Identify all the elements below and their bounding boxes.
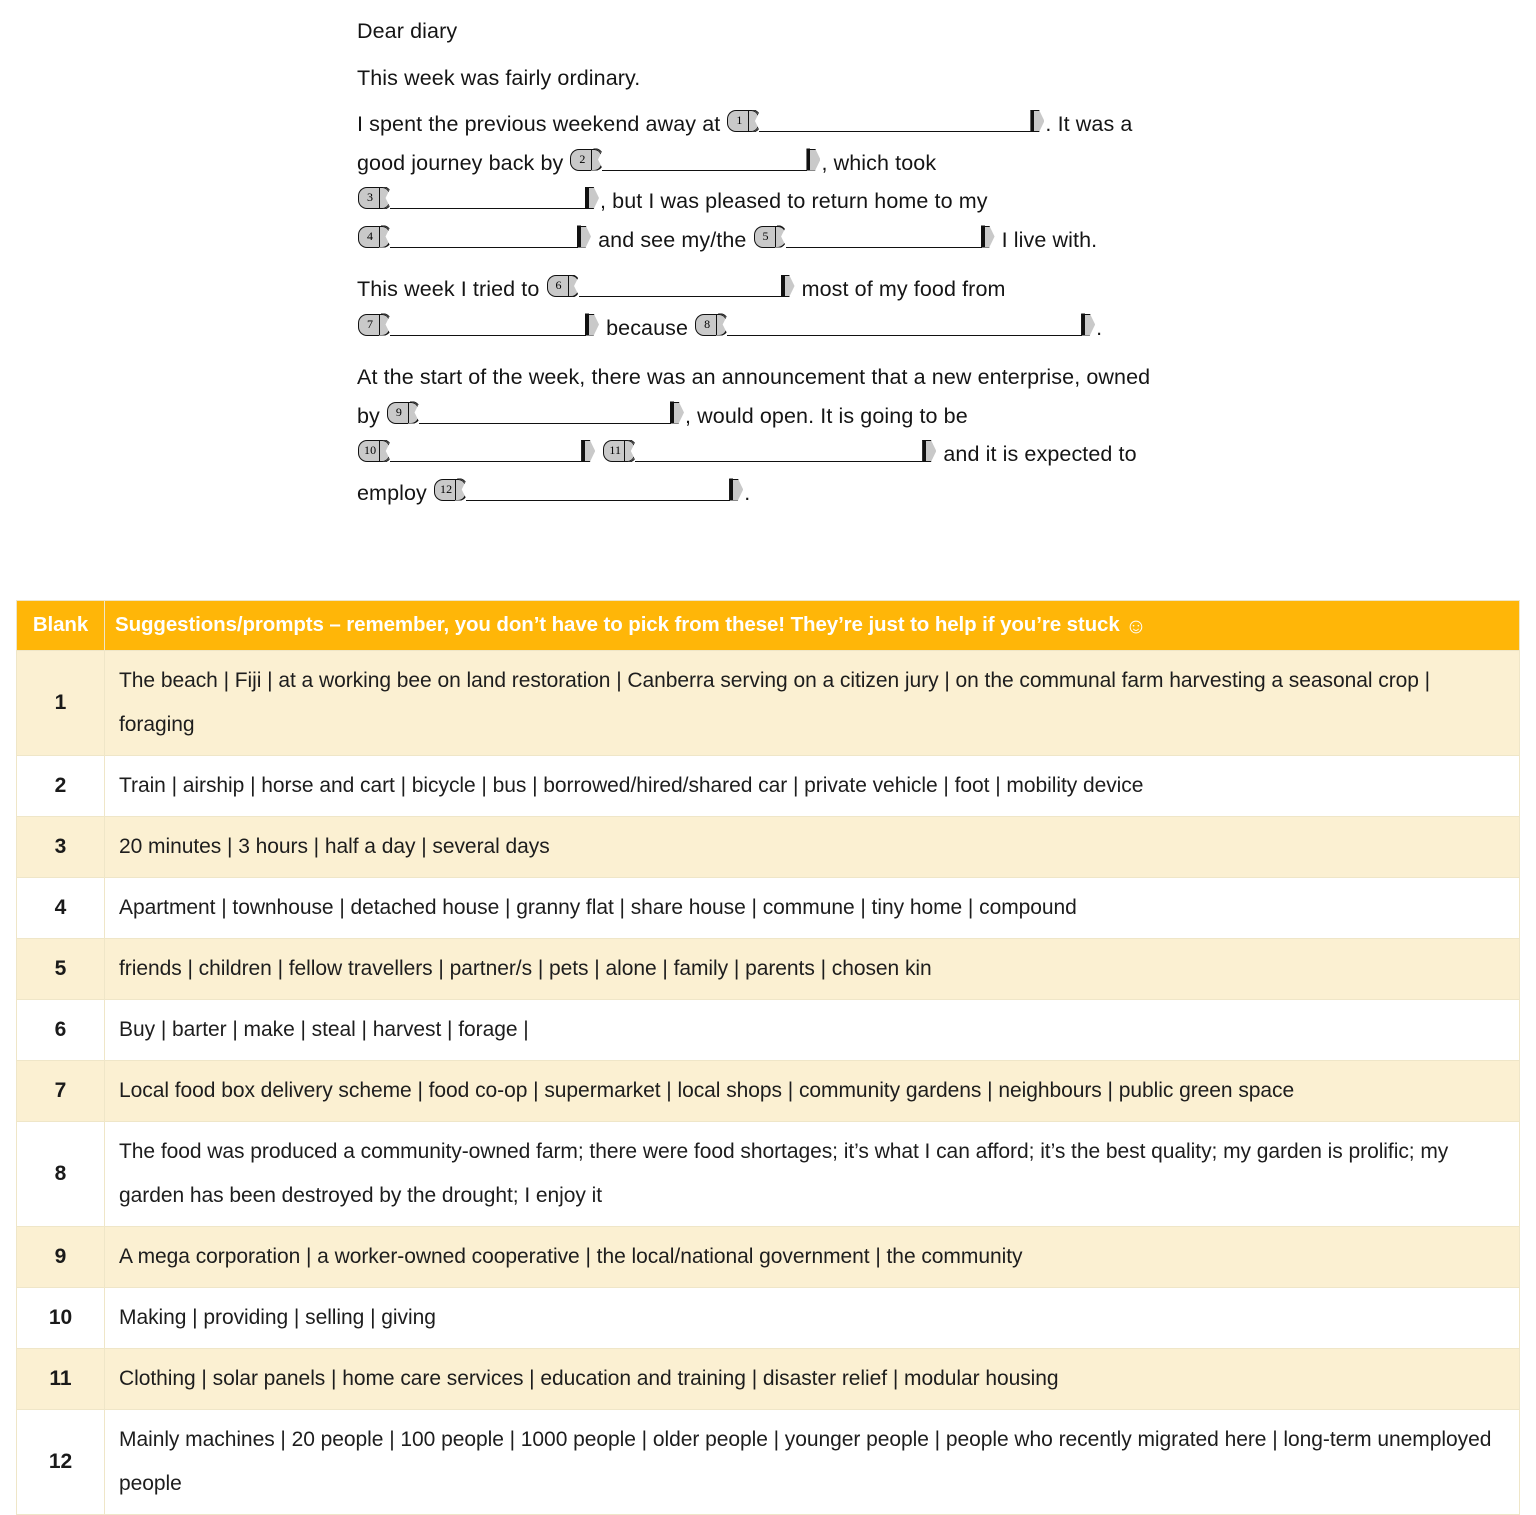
blank-number-6: 6 (547, 275, 568, 297)
row-blank-number: 1 (17, 651, 105, 756)
blank-number-11: 11 (603, 440, 624, 462)
row-blank-number: 4 (17, 878, 105, 939)
blank-line[interactable] (579, 275, 782, 297)
blank-line[interactable] (727, 314, 1082, 336)
p2-text-3: because (600, 315, 695, 340)
blank-number-4: 4 (358, 226, 379, 248)
blank-line[interactable] (390, 187, 586, 209)
blank-field-2[interactable] (570, 149, 820, 175)
blank-number-5: 5 (754, 226, 775, 248)
column-header-blank: Blank (17, 601, 105, 651)
p1-text-5: and see my/the (592, 227, 753, 252)
row-suggestions: The beach | Fiji | at a working bee on land restoration | Canberra serving on a citizen jury | on the communal farm harvesting a seasonal crop | foraging (105, 651, 1520, 756)
row-blank-number: 7 (17, 1061, 105, 1122)
blank-number-3: 3 (358, 187, 379, 209)
diary-paragraph-1 (357, 105, 1177, 259)
blank-right-bracket-icon (1030, 110, 1044, 132)
row-suggestions: A mega corporation | a worker-owned cooperative | the local/national government | the community (105, 1227, 1520, 1288)
blank-number-7: 7 (358, 314, 379, 336)
table-row (17, 817, 1520, 878)
p1-text-6: I live with. (995, 227, 1098, 252)
blank-field-12[interactable] (434, 479, 743, 505)
row-suggestions: Local food box delivery scheme | food co-op | supermarket | local shops | community gardens | neighbours | public green space (105, 1061, 1520, 1122)
p3-text-4: and it is expected to employ (357, 442, 1137, 505)
table-row (17, 1061, 1520, 1122)
blank-field-3[interactable] (358, 187, 599, 213)
table-body (17, 651, 1520, 1515)
diary-entry (357, 12, 1177, 523)
row-blank-number: 8 (17, 1122, 105, 1227)
blank-right-bracket-icon (781, 275, 795, 297)
blank-number-12: 12 (434, 479, 455, 501)
table-row (17, 1227, 1520, 1288)
blank-field-1[interactable] (727, 110, 1044, 136)
row-suggestions: Making | providing | selling | giving (105, 1288, 1520, 1349)
row-blank-number: 11 (17, 1349, 105, 1410)
blank-number-10: 10 (358, 440, 379, 462)
diary-intro-line: This week was fairly ordinary. (357, 65, 641, 90)
suggestions-table-wrapper (16, 600, 1520, 1515)
blank-field-10[interactable] (358, 440, 595, 466)
row-suggestions: Buy | barter | make | steal | harvest | forage | (105, 1000, 1520, 1061)
table-row (17, 1288, 1520, 1349)
blank-field-9[interactable] (387, 402, 684, 428)
table-row (17, 756, 1520, 817)
blank-right-bracket-icon (577, 226, 591, 248)
row-suggestions: Train | airship | horse and cart | bicycle | bus | borrowed/hired/shared car | private vehicle | foot | mobility device (105, 756, 1520, 817)
blank-field-11[interactable] (603, 440, 936, 466)
blank-right-bracket-icon (670, 402, 684, 424)
p1-text-2: . It was a good journey back by (357, 112, 1133, 175)
blank-number-1: 1 (727, 110, 748, 132)
blank-line[interactable] (419, 402, 671, 424)
blank-right-bracket-icon (806, 149, 820, 171)
row-blank-number: 3 (17, 817, 105, 878)
row-suggestions: friends | children | fellow travellers | partner/s | pets | alone | family | parents | chosen kin (105, 939, 1520, 1000)
table-row (17, 1349, 1520, 1410)
p2-text-4: . (1096, 315, 1103, 340)
blank-right-bracket-icon (581, 440, 595, 462)
table-header-row (17, 601, 1520, 651)
blank-right-bracket-icon (1081, 314, 1095, 336)
diary-paragraph-3 (357, 358, 1177, 512)
blank-line[interactable] (786, 226, 982, 248)
blank-right-bracket-icon (585, 187, 599, 209)
column-header-suggestions (105, 601, 1520, 651)
table-row (17, 1122, 1520, 1227)
row-suggestions: Clothing | solar panels | home care services | education and training | disaster relief | modular housing (105, 1349, 1520, 1410)
row-suggestions: Mainly machines | 20 people | 100 people | 1000 people | older people | younger people | people who recently migrated here | long-term unemployed people (105, 1410, 1520, 1515)
p2-text-1: This week I tried to (357, 277, 546, 301)
blank-number-8: 8 (695, 314, 716, 336)
blank-field-4[interactable] (358, 226, 591, 252)
diary-salutation: Dear diary (357, 19, 458, 43)
row-blank-number: 9 (17, 1227, 105, 1288)
p3-text-3 (596, 442, 602, 466)
p1-text-1: I spent the previous weekend away at (357, 112, 727, 136)
blank-line[interactable] (602, 149, 807, 171)
p1-text-3: , which took (821, 150, 937, 175)
column-header-suggestions-text: Suggestions/prompts – remember, you don’t have to pick from these! They’re just to help if you’re stuck (115, 613, 1126, 636)
p2-text-2: most of my food from (795, 277, 1006, 301)
row-suggestions: The food was produced a community-owned farm; there were food shortages; it’s what I can afford; it’s the best quality; my garden is prolific; my garden has been destroyed by the drought; I enjoy it (105, 1122, 1520, 1227)
table-row (17, 1410, 1520, 1515)
blank-number-9: 9 (387, 402, 408, 424)
smiley-face-icon: ☺ (1125, 615, 1147, 638)
blank-line[interactable] (390, 226, 578, 248)
p3-text-2: , would open. It is going to be (684, 403, 968, 428)
blank-number-2: 2 (570, 149, 591, 171)
blank-field-8[interactable] (695, 314, 1095, 340)
p3-text-1: At the start of the week, there was an announcement that a new enterprise, owned by (357, 365, 1151, 428)
blank-field-5[interactable] (754, 226, 995, 252)
p3-text-5: . (744, 480, 751, 505)
blank-line[interactable] (390, 314, 586, 336)
blank-line[interactable] (635, 440, 923, 462)
table-row (17, 939, 1520, 1000)
suggestions-table (16, 600, 1520, 1515)
diary-paragraph-2 (357, 270, 1177, 347)
blank-right-bracket-icon (981, 226, 995, 248)
blank-line[interactable] (759, 110, 1031, 132)
blank-right-bracket-icon (729, 479, 743, 501)
blank-right-bracket-icon (922, 440, 936, 462)
table-row (17, 651, 1520, 756)
table-row (17, 878, 1520, 939)
row-blank-number: 6 (17, 1000, 105, 1061)
p1-text-4: , but I was pleased to return home to my (600, 189, 988, 213)
row-blank-number: 5 (17, 939, 105, 1000)
row-blank-number: 10 (17, 1288, 105, 1349)
blank-right-bracket-icon (585, 314, 599, 336)
blank-field-6[interactable] (547, 275, 795, 301)
row-suggestions: Apartment | townhouse | detached house | granny flat | share house | commune | tiny home | compound (105, 878, 1520, 939)
row-suggestions: 20 minutes | 3 hours | half a day | several days (105, 817, 1520, 878)
table-header (17, 601, 1520, 651)
blank-line[interactable] (466, 479, 730, 501)
row-blank-number: 12 (17, 1410, 105, 1515)
blank-field-7[interactable] (358, 314, 599, 340)
row-blank-number: 2 (17, 756, 105, 817)
blank-line[interactable] (390, 440, 582, 462)
table-row (17, 1000, 1520, 1061)
